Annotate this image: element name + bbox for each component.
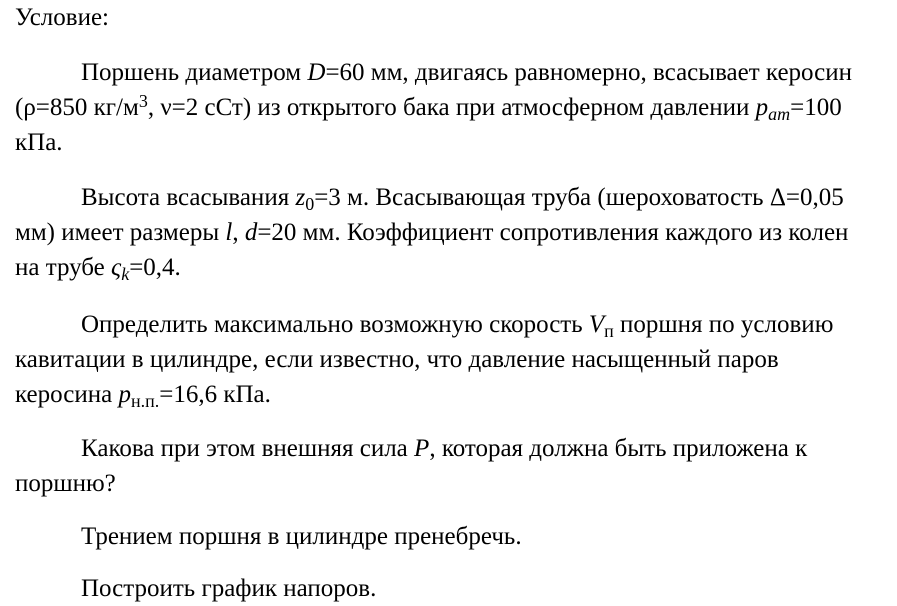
condition-heading: Условие: — [15, 4, 109, 31]
line: Трением поршня в цилиндре пренебречь. — [81, 523, 522, 550]
line: мм) имеет размеры l, d=20 мм. Коэффициент сопротивления каждого из колен — [15, 219, 849, 246]
paragraph-friction — [15, 519, 887, 554]
line: кавитации в цилиндре, если известно, что давление насыщенный паров — [15, 346, 779, 373]
line: Какова при этом внешняя сила P, которая должна быть приложена к — [81, 435, 808, 462]
line: Определить максимально возможную скорость $V_п$ поршня по условию — [81, 311, 834, 342]
line: Высота всасывания $z_0=3$ м. Всасывающая труба (шероховатость Δ=0,05 — [81, 184, 844, 215]
line: на трубе $\varsigma_k=0,4$. — [15, 254, 181, 285]
line: керосина $p_{н.п.}=16,6$ кПа. — [15, 381, 271, 412]
paragraph-graph — [15, 571, 887, 606]
line: (ρ=850 $кг/м^3$, ν=2 сСт) из открытого бака при атмосферном давлении $p_{ат}=100$ — [15, 90, 842, 125]
line: поршню? — [15, 470, 116, 497]
line: Построить график напоров. — [81, 575, 377, 602]
paragraph-piston — [15, 55, 887, 160]
paragraph-determine — [15, 307, 887, 412]
line: кПа. — [15, 129, 63, 156]
paragraph-force — [15, 431, 887, 501]
line: Поршень диаметром D=60 мм, двигаясь равномерно, всасывает керосин — [81, 59, 853, 86]
paragraph-suction — [15, 180, 887, 285]
